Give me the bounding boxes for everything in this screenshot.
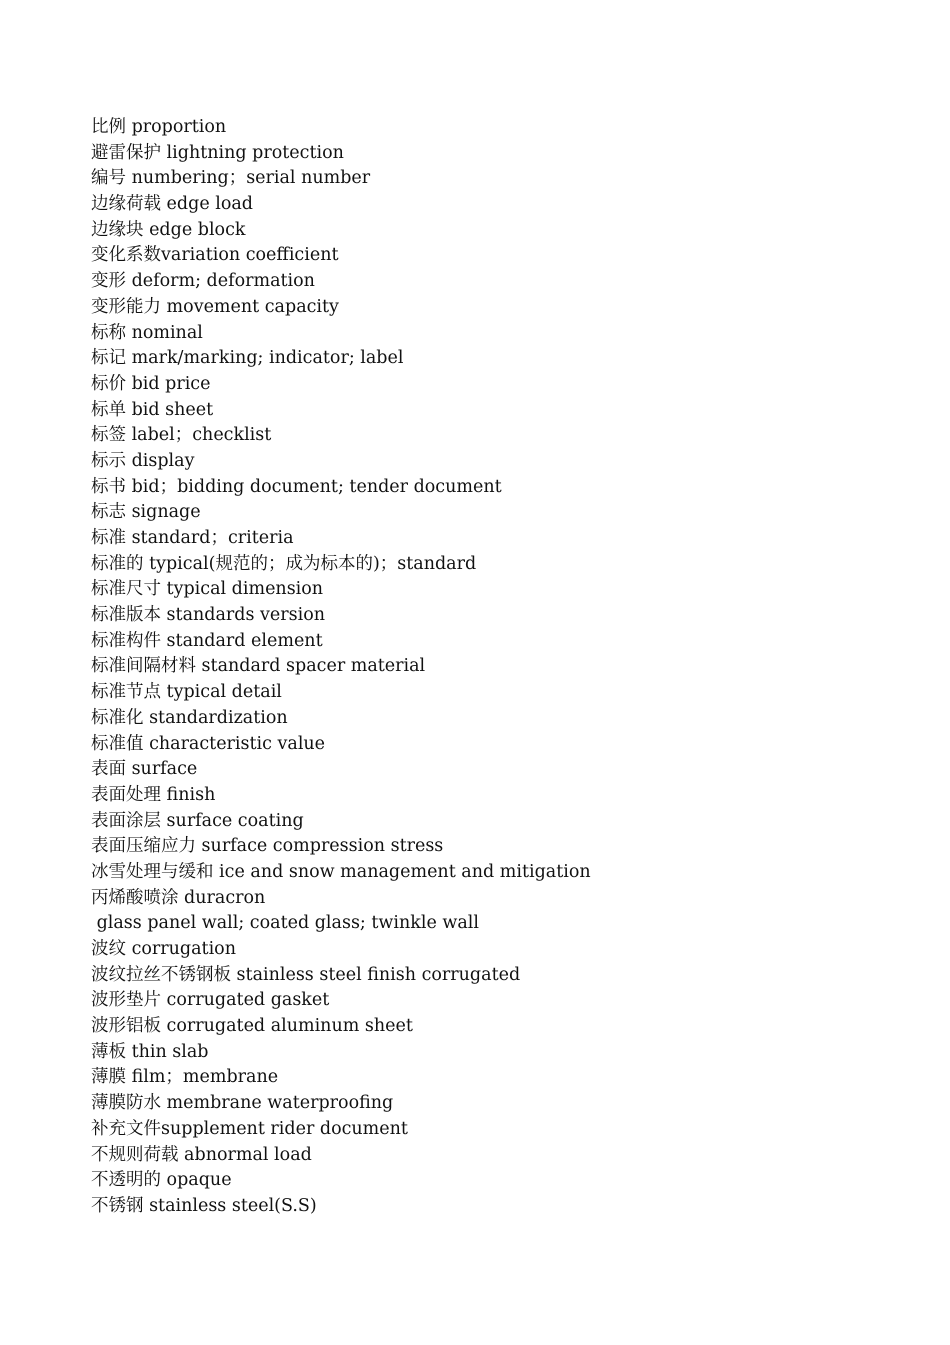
glossary-entry: 避雷保护 lightning protection <box>91 142 344 163</box>
glossary-entry: 标称 nominal <box>91 322 203 343</box>
glossary-entry: 变形 deform; deformation <box>91 271 315 292</box>
glossary-entry: 波形铝板 corrugated aluminum sheet <box>91 1016 413 1037</box>
glossary-entry: 波纹 corrugation <box>91 939 236 959</box>
glossary-entry: 标准值 characteristic value <box>91 733 326 754</box>
glossary-entry: 冰雪处理与缓和 ice and snow management and mitigation <box>91 861 591 882</box>
glossary-entry: 标准化 standardization <box>91 707 288 728</box>
glossary-entry: 标书 bid；bidding document; tender document <box>91 476 502 497</box>
glossary-list <box>91 115 591 1220</box>
glossary-entry: 标记 mark/marking; indicator; label <box>91 348 404 369</box>
glossary-entry: 表面涂层 surface coating <box>91 810 304 831</box>
glossary-entry: 变化系数variation coefficient <box>91 245 339 266</box>
glossary-entry: 不锈钢 stainless steel(S.S) <box>91 1195 317 1216</box>
glossary-entry: 边缘荷载 edge load <box>91 194 254 215</box>
glossary-entry: 比例 proportion <box>91 117 227 137</box>
glossary-entry: 标志 signage <box>91 502 201 523</box>
glossary-entry: 边缘块 edge block <box>91 219 246 240</box>
glossary-entry: 标准间隔材料 standard spacer material <box>91 656 426 677</box>
glossary-entry: 表面处理 finish <box>91 784 216 805</box>
glossary-entry: 不规则荷载 abnormal load <box>91 1144 312 1165</box>
glossary-entry: 标签 label；checklist <box>91 425 272 446</box>
glossary-entry: 标准版本 standards version <box>91 605 326 626</box>
glossary-entry: 标准 standard；criteria <box>91 528 294 548</box>
glossary-entry: 变形能力 movement capacity <box>91 296 339 317</box>
glossary-entry: 标准尺寸 typical dimension <box>91 579 324 600</box>
glossary-entry: 薄膜 film；membrane <box>91 1067 279 1088</box>
glossary-entry: 编号 numbering；serial number <box>91 168 371 189</box>
glossary-entry: 标价 bid price <box>91 373 211 394</box>
glossary-entry: 波形垫片 corrugated gasket <box>91 990 330 1011</box>
glossary-entry: 薄膜防水 membrane waterproofing <box>91 1093 394 1114</box>
glossary-entry: 标准的 typical(规范的；成为标本的)；standard <box>91 553 477 574</box>
glossary-entry: 丙烯酸喷涂 duracron <box>91 887 266 908</box>
glossary-entry: 标准节点 typical detail <box>91 682 282 703</box>
glossary-entry: 标单 bid sheet <box>91 399 214 420</box>
glossary-entry: 表面 surface <box>91 759 198 780</box>
glossary-entry: 波纹拉丝不锈钢板 stainless steel finish corrugated <box>91 964 521 985</box>
glossary-entry: 不透明的 opaque <box>91 1170 232 1191</box>
glossary-entry: 薄板 thin slab <box>91 1041 209 1062</box>
glossary-entry: 标准构件 standard element <box>91 630 323 651</box>
glossary-entry: 补充文件supplement rider document <box>91 1118 408 1139</box>
glossary-entry: glass panel wall; coated glass; twinkle wall <box>91 913 479 934</box>
glossary-entry: 标示 display <box>91 450 195 471</box>
glossary-entry: 表面压缩应力 surface compression stress <box>91 836 444 857</box>
